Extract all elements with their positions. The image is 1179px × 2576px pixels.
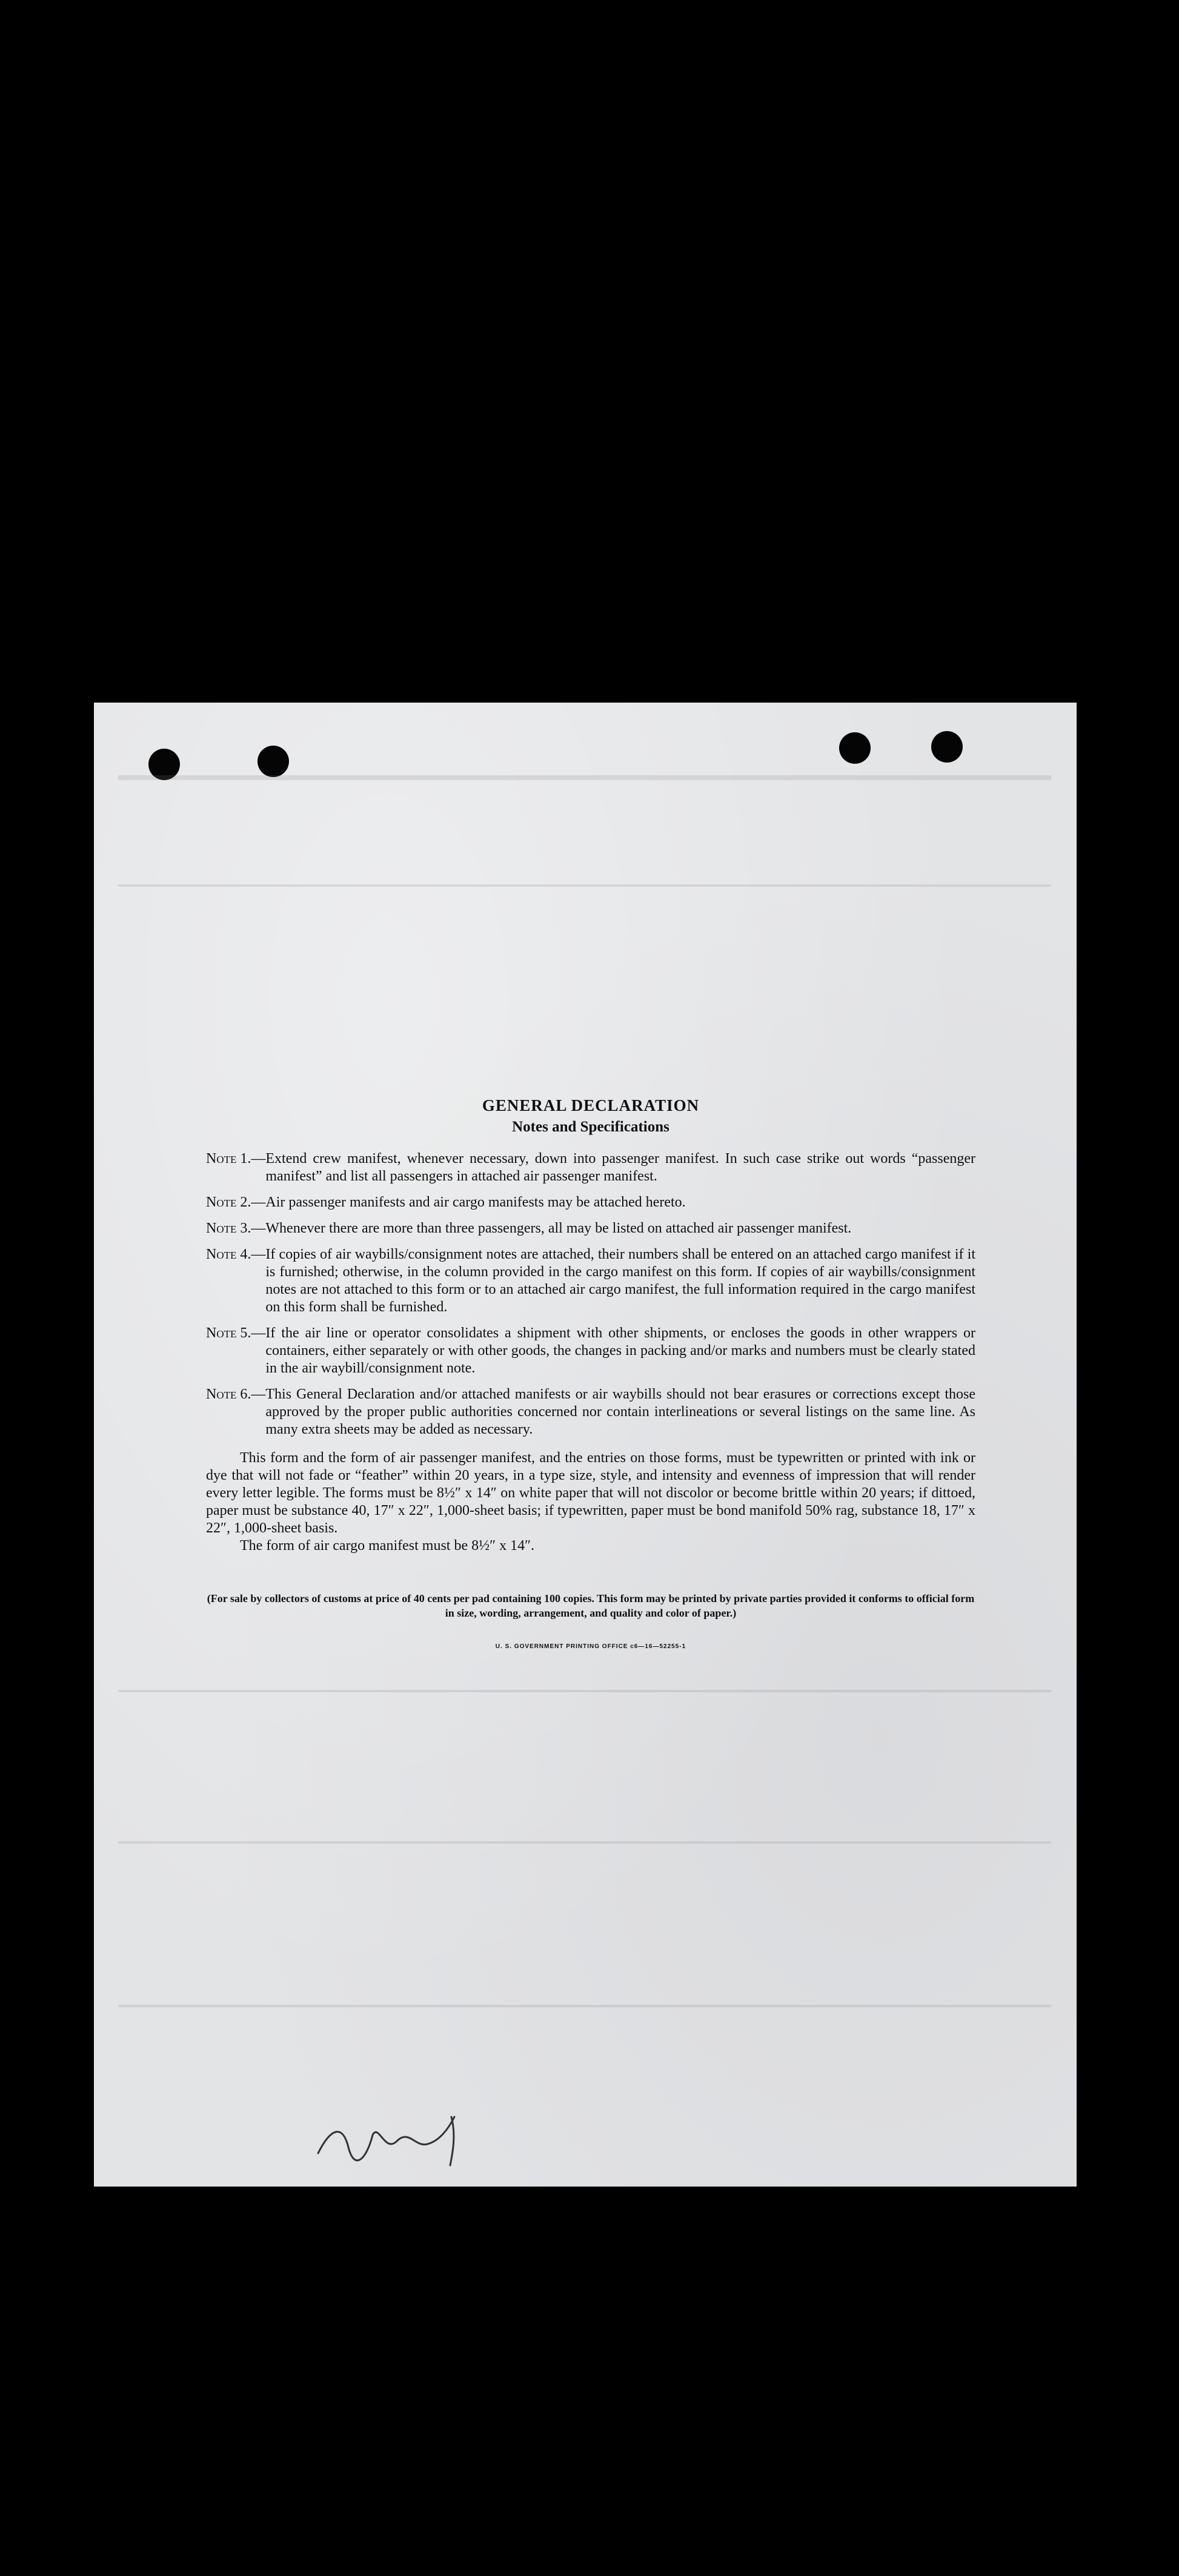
note-dash: — (251, 1151, 266, 1167)
note-text: Extend crew manifest, whenever necessary, down into passenger manifest. In such case strike out words “passenger manifest” and list all passengers in attached air passenger manifest. (265, 1151, 975, 1184)
note-2 (206, 1194, 975, 1211)
note-label: Note 2. (206, 1194, 251, 1210)
note-4 (206, 1246, 975, 1316)
note-label: Note 5. (206, 1325, 251, 1341)
show-through-band-3 (118, 1841, 1051, 1844)
punch-hole-4 (931, 731, 963, 763)
note-label: Note 6. (206, 1386, 251, 1402)
note-1 (206, 1150, 975, 1185)
note-3 (206, 1220, 975, 1237)
cargo-manifest-size-line: The form of air cargo manifest must be 8½″ x 14″. (240, 1538, 535, 1554)
punch-hole-3 (839, 732, 871, 764)
note-text: If the air line or operator consolidates a shipment with other shipments, or encloses the goods in other wrappers or containers, either separately or with other goods, the changes in packing and/or marks and numbers must be clearly stated in the air waybill/consignment note. (265, 1325, 975, 1376)
note-dash: — (251, 1194, 266, 1210)
note-text: Air passenger manifests and air cargo manifests may be attached hereto. (265, 1194, 686, 1210)
signature-mark (312, 2105, 470, 2171)
show-through-band-4 (118, 2005, 1051, 2007)
specification-paragraph: This form and the form of air passenger manifest, and the entries on those forms, must be typewritten or printed with ink or dye that will not fade or “feather” within 20 years, in a type size, style, and intensity and evenness of impression that will render every letter legible. The forms must be 8½″ x 14″ on white paper that will not discolor or become brittle within 20 years; if dittoed, paper must be substance 40, 17″ x 22″, 1,000-sheet basis; if typewritten, paper must be bond manifold 50% rag, substance 18, 17″ x 22″, 1,000-sheet basis. (206, 1450, 975, 1536)
note-text: If copies of air waybills/consignment notes are attached, their numbers shall be entered on an attached cargo manifest if it is furnished; otherwise, in the column provided in the cargo manifest on this form. If copies of air waybills/consignment notes are not attached to this form or to an attached air cargo manifest, the full information required in the cargo manifest on this form shall be furnished. (265, 1247, 975, 1315)
show-through-top (118, 775, 1051, 780)
note-label: Note 4. (206, 1247, 251, 1262)
note-dash: — (251, 1325, 266, 1341)
document-title: GENERAL DECLARATION (482, 1096, 700, 1114)
note-label: Note 1. (206, 1151, 251, 1167)
printing-office-imprint: U. S. GOVERNMENT PRINTING OFFICE c6—16—52255-1 (495, 1643, 686, 1650)
sale-notice: (For sale by collectors of customs at price of 40 cents per pad containing 100 copies. This form may be printed by private parties provided it conforms to official form in size, wording, arrangement, and quality and color of paper.) (207, 1592, 975, 1619)
show-through-band-1 (118, 884, 1051, 887)
note-text: This General Declaration and/or attached manifests or air waybills should not bear erasures or corrections except those approved by the proper public authorities concerned nor contain interlineations or several listings on the same line. As many extra sheets may be added as necessary. (265, 1386, 975, 1437)
document-page (94, 703, 1077, 2187)
note-label: Note 3. (206, 1220, 251, 1236)
declaration-notes (206, 1096, 975, 1650)
note-dash: — (251, 1220, 266, 1236)
punch-hole-2 (257, 746, 289, 777)
note-6 (206, 1386, 975, 1439)
show-through-band-2 (118, 1690, 1051, 1692)
note-5 (206, 1325, 975, 1377)
note-dash: — (251, 1386, 266, 1402)
document-subtitle: Notes and Specifications (512, 1119, 669, 1135)
note-dash: — (251, 1247, 266, 1262)
note-text: Whenever there are more than three passengers, all may be listed on attached air passenger manifest. (265, 1220, 852, 1236)
